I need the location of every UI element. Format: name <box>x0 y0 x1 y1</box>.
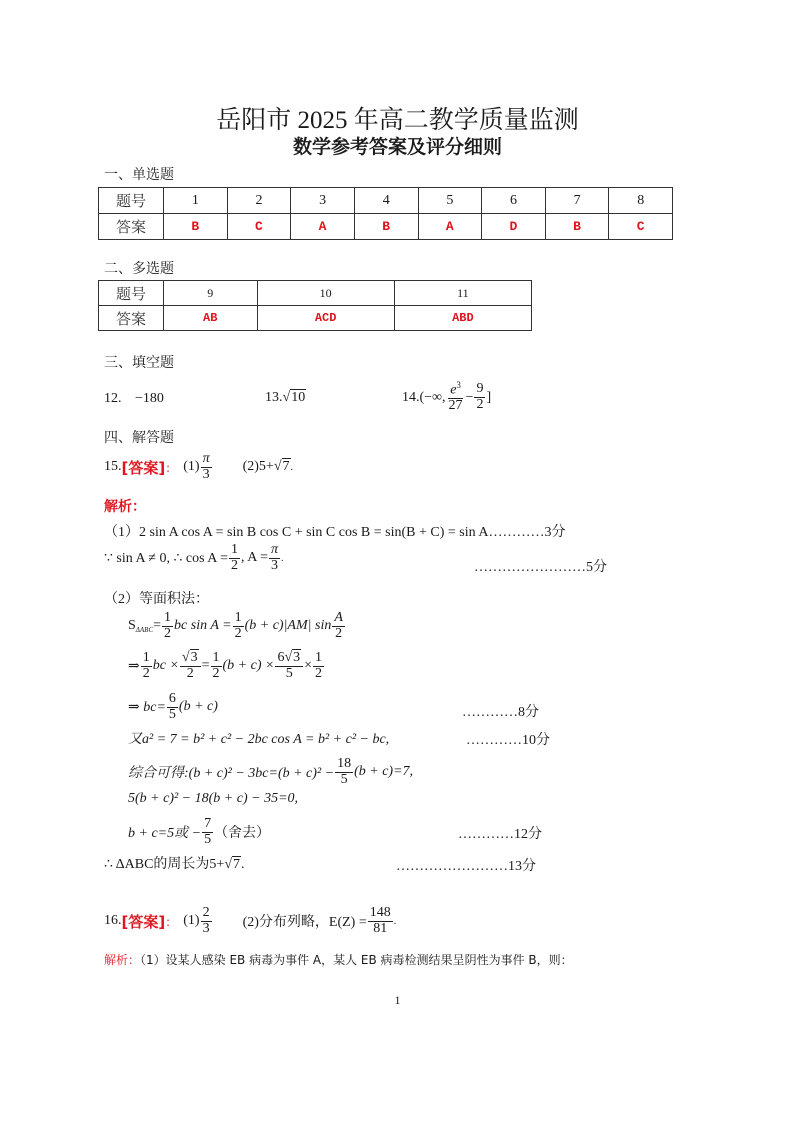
equation: （1）2 sin A cos A = sin B cos C + sin C cos B = sin(B + C) = sin A <box>104 525 489 540</box>
fraction <box>447 381 465 414</box>
denominator: 2 <box>335 625 343 641</box>
denominator: 5 <box>340 771 348 787</box>
question-number: 5 <box>418 188 482 214</box>
score-marker: ……………………13分 <box>396 859 536 874</box>
equation: 综合可得:(b + c)² − 3bc=(b + c)² − <box>128 766 335 782</box>
denominator: 3 <box>202 466 210 482</box>
times: × <box>304 658 313 674</box>
q15-part2: (2)5+ <box>242 459 274 475</box>
subscript: ΔABC <box>135 626 154 635</box>
period: . <box>393 915 397 927</box>
radicand: 3 <box>190 650 198 665</box>
fraction <box>269 543 280 573</box>
score-marker: ……………………5分 <box>474 560 607 575</box>
numerator: π <box>271 542 279 557</box>
equation: = <box>153 618 162 634</box>
denominator: 2 <box>231 557 239 573</box>
numerator: 148 <box>369 905 391 920</box>
equation: S <box>128 618 136 634</box>
denominator: 27 <box>448 398 463 414</box>
denominator: 2 <box>212 665 220 681</box>
equation: (b + c) × <box>222 658 275 674</box>
q12-label: 12. <box>104 391 122 406</box>
q16-part2: (2)分布列略，E(Z) = <box>242 915 367 931</box>
q12-value: −180 <box>135 391 164 406</box>
answer-cell: ABD <box>394 306 531 331</box>
denominator: 2 <box>186 665 194 681</box>
row-label: 答案 <box>99 306 164 331</box>
fraction <box>233 611 244 641</box>
question-number: 2 <box>227 188 291 214</box>
fraction <box>313 651 324 681</box>
question-number: 10 <box>257 281 394 306</box>
q16-analysis-line <box>104 951 573 968</box>
row-label: 题号 <box>99 281 164 306</box>
numerator: 6 <box>168 691 176 706</box>
q14-answer <box>402 381 491 414</box>
fraction <box>368 906 393 936</box>
question-number: 7 <box>545 188 609 214</box>
analysis-tag: 解析： <box>104 953 141 967</box>
fraction <box>211 651 222 681</box>
fraction <box>202 817 213 847</box>
numerator: 1 <box>212 650 220 665</box>
radicand: 7 <box>282 459 290 475</box>
question-number: 11 <box>394 281 531 306</box>
equals: = <box>201 658 210 674</box>
numerator: A <box>334 610 343 625</box>
equation: b + c=5或 − <box>128 826 202 842</box>
answer-cell: B <box>545 214 609 240</box>
fraction <box>332 611 345 641</box>
solution-line-3: （2）等面积法： <box>104 592 209 607</box>
single-choice-table <box>98 187 673 240</box>
denominator: 5 <box>285 665 293 681</box>
analysis-tag: 解析： <box>104 499 146 515</box>
question-number: 1 <box>164 188 228 214</box>
e-symbol: e <box>450 382 457 398</box>
sqrt-symbol: √3 <box>181 650 198 665</box>
fraction <box>201 452 212 482</box>
fraction <box>162 611 173 641</box>
score-marker: …………3分 <box>488 525 566 540</box>
answer-cell: ACD <box>257 306 394 331</box>
sqrt-symbol: √10 <box>282 390 306 405</box>
section3-heading: 三、填空题 <box>104 355 174 371</box>
equation: bc sin A = <box>174 618 232 634</box>
numerator: 1 <box>164 610 172 625</box>
radicand: 7 <box>233 857 241 872</box>
equation: ∴ ΔABC的周长为5+ <box>104 857 225 872</box>
exponent: 3 <box>456 380 461 390</box>
answer-cell: D <box>482 214 546 240</box>
section2-heading: 二、多选题 <box>104 261 174 277</box>
fraction <box>141 651 152 681</box>
equation: (b + c)|AM| sin <box>244 618 332 634</box>
page-number: 1 <box>394 993 401 1007</box>
equation: ∵ sin A ≠ 0, ∴ cos A = <box>104 550 229 566</box>
denominator: 2 <box>315 665 323 681</box>
period: . <box>281 552 284 564</box>
analysis-text: （1）设某人感染 EB 病毒为事件 A，某人 EB 病毒检测结果呈阴性为事件 B，则： <box>140 953 573 967</box>
equation-quadratic: 5(b + c)² − 18(b + c) − 35=0, <box>128 791 299 806</box>
fraction <box>229 543 240 573</box>
denominator: 5 <box>204 831 212 847</box>
answer-tag: [答案] <box>121 458 166 477</box>
q15-label: 15. <box>104 459 122 475</box>
implies: ⇒ <box>128 658 140 674</box>
score-marker: …………10分 <box>466 733 550 748</box>
equation: ⇒ bc= <box>128 699 166 715</box>
q12-answer <box>104 391 164 407</box>
numerator: 1 <box>234 610 242 625</box>
question-row <box>99 281 532 306</box>
period: . <box>241 857 245 872</box>
question-number: 3 <box>291 188 355 214</box>
equation-bc <box>128 692 218 722</box>
row-label: 题号 <box>99 188 164 214</box>
denominator: 2 <box>142 665 150 681</box>
sqrt-symbol: √3 <box>284 650 301 665</box>
equation: (b + c)=7, <box>354 764 414 780</box>
answer-cell: B <box>164 214 228 240</box>
solution-line-2 <box>104 543 284 573</box>
numerator: π <box>202 451 210 466</box>
numerator: 7 <box>204 816 212 831</box>
minus-sign: − <box>465 389 474 405</box>
q16-label: 16. <box>104 913 122 929</box>
q16-answer-line <box>104 906 396 936</box>
equation: , A = <box>241 550 268 566</box>
coefficient: 6 <box>277 650 285 665</box>
equation-area <box>128 611 346 641</box>
answer-tag: [答案] <box>121 912 166 931</box>
fraction <box>474 382 485 412</box>
question-number: 9 <box>164 281 258 306</box>
denominator: 81 <box>373 920 388 936</box>
question-row <box>99 188 673 214</box>
score-marker: …………8分 <box>462 705 539 720</box>
answer-cell: B <box>354 214 418 240</box>
q13-label: 13. <box>265 390 283 405</box>
answer-cell: AB <box>164 306 258 331</box>
question-number: 6 <box>482 188 546 214</box>
fraction <box>335 757 353 787</box>
denominator: 2 <box>476 397 484 413</box>
answer-cell: C <box>609 214 673 240</box>
sqrt-symbol: √7 <box>273 459 290 475</box>
equation-solution <box>128 817 270 847</box>
multiple-choice-table <box>98 280 532 331</box>
numerator: 9 <box>476 381 484 397</box>
equation-substitution <box>128 651 325 681</box>
sqrt-symbol: √7 <box>224 857 241 872</box>
question-number: 4 <box>354 188 418 214</box>
fraction <box>275 651 303 681</box>
equation: （舍去） <box>214 826 271 842</box>
q13-answer <box>265 390 306 406</box>
answer-cell: C <box>227 214 291 240</box>
q13-radicand: 10 <box>291 390 306 405</box>
denominator: 5 <box>168 706 176 722</box>
fraction <box>180 651 201 681</box>
equation: bc × <box>152 658 179 674</box>
question-number: 8 <box>609 188 673 214</box>
answer-colon: ： <box>165 914 178 929</box>
equation-combine <box>128 757 413 787</box>
solution-line-1 <box>104 521 565 541</box>
denominator: 3 <box>202 920 210 936</box>
numerator: 1 <box>142 650 150 665</box>
q15-part1: (1) <box>183 459 200 475</box>
answer-colon: ： <box>165 460 178 475</box>
answer-row <box>99 306 532 331</box>
numerator: 1 <box>315 650 323 665</box>
denominator: 2 <box>164 625 172 641</box>
numerator: 1 <box>231 542 239 557</box>
numerator: 2 <box>202 905 210 920</box>
equation-perimeter <box>104 853 245 873</box>
q15-answer-line <box>104 452 293 482</box>
section1-heading: 一、单选题 <box>104 167 174 183</box>
equation-cosine-law: 又a² = 7 = b² + c² − 2bc cos A = b² + c² − bc, <box>128 732 390 747</box>
denominator: 2 <box>234 625 242 641</box>
score-marker: …………12分 <box>458 827 542 842</box>
q14-prefix: (−∞, <box>419 389 446 405</box>
q14-suffix: ] <box>486 389 492 405</box>
equation: (b + c) <box>178 699 218 715</box>
denominator: 3 <box>271 557 278 573</box>
q16-part1: (1) <box>183 913 200 929</box>
period: . <box>290 461 293 473</box>
answer-cell: A <box>418 214 482 240</box>
row-label: 答案 <box>99 214 164 240</box>
answer-cell: A <box>291 214 355 240</box>
answer-row <box>99 214 673 240</box>
fraction <box>167 692 178 722</box>
q14-label: 14. <box>402 389 420 405</box>
document-title: 岳阳市 2025 年高二教学质量监测 <box>216 107 579 134</box>
numerator: 18 <box>337 756 352 771</box>
radicand: 3 <box>293 650 301 665</box>
document-subtitle: 数学参考答案及评分细则 <box>292 136 502 158</box>
section4-heading: 四、解答题 <box>104 430 174 446</box>
fraction <box>201 906 212 936</box>
